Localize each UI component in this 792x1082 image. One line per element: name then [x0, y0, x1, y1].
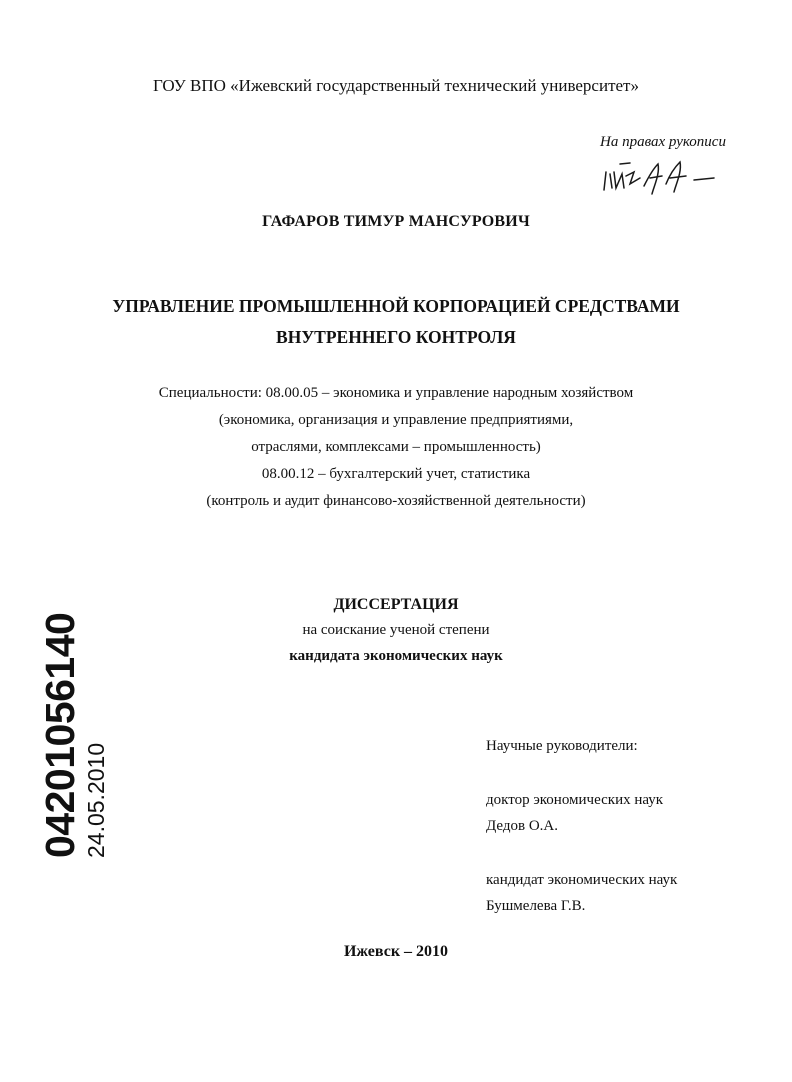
specialty-line: 08.00.12 – бухгалтерский учет, статистика [261, 466, 531, 482]
advisors-block [486, 733, 677, 919]
library-stamp [38, 613, 110, 858]
advisor-degree: кандидат экономических наук [486, 872, 678, 888]
dissertation-degree: кандидата экономических наук [289, 648, 503, 664]
institution-name: ГОУ ВПО «Ижевский государственный технический университет» [153, 76, 639, 95]
advisors-heading: Научные руководители: [486, 738, 638, 754]
library-stamp-date: 24.05.2010 [83, 742, 109, 858]
title-line: УПРАВЛЕНИЕ ПРОМЫШЛЕННОЙ КОРПОРАЦИЕЙ СРЕДСТВАМИ [112, 296, 680, 316]
specialty-line: (экономика, организация и управление предприятиями, [218, 412, 574, 428]
specialties-block [0, 380, 792, 515]
dissertation-title [0, 291, 792, 353]
advisor-degree: доктор экономических наук [486, 792, 664, 808]
advisor-name: Бушмелева Г.В. [486, 898, 586, 914]
specialty-line: Специальности: 08.00.05 – экономика и управление народным хозяйством [158, 385, 634, 401]
city-year: Ижевск – 2010 [343, 943, 449, 960]
title-line: ВНУТРЕННЕГО КОНТРОЛЯ [276, 327, 516, 347]
dissertation-goal: на соискание ученой степени [302, 622, 490, 638]
advisor-name: Дедов О.А. [486, 818, 559, 834]
specialty-line: отраслями, комплексами – промышленность) [251, 439, 541, 455]
author-name: ГАФАРОВ ТИМУР МАНСУРОВИЧ [262, 213, 530, 230]
library-stamp-code: 04201056140 [37, 612, 83, 858]
manuscript-rights-note: На правах рукописи [600, 134, 726, 150]
author-signature-image [600, 150, 720, 196]
dissertation-type: ДИССЕРТАЦИЯ [333, 596, 459, 613]
specialty-line: (контроль и аудит финансово-хозяйственной деятельности) [206, 493, 586, 509]
